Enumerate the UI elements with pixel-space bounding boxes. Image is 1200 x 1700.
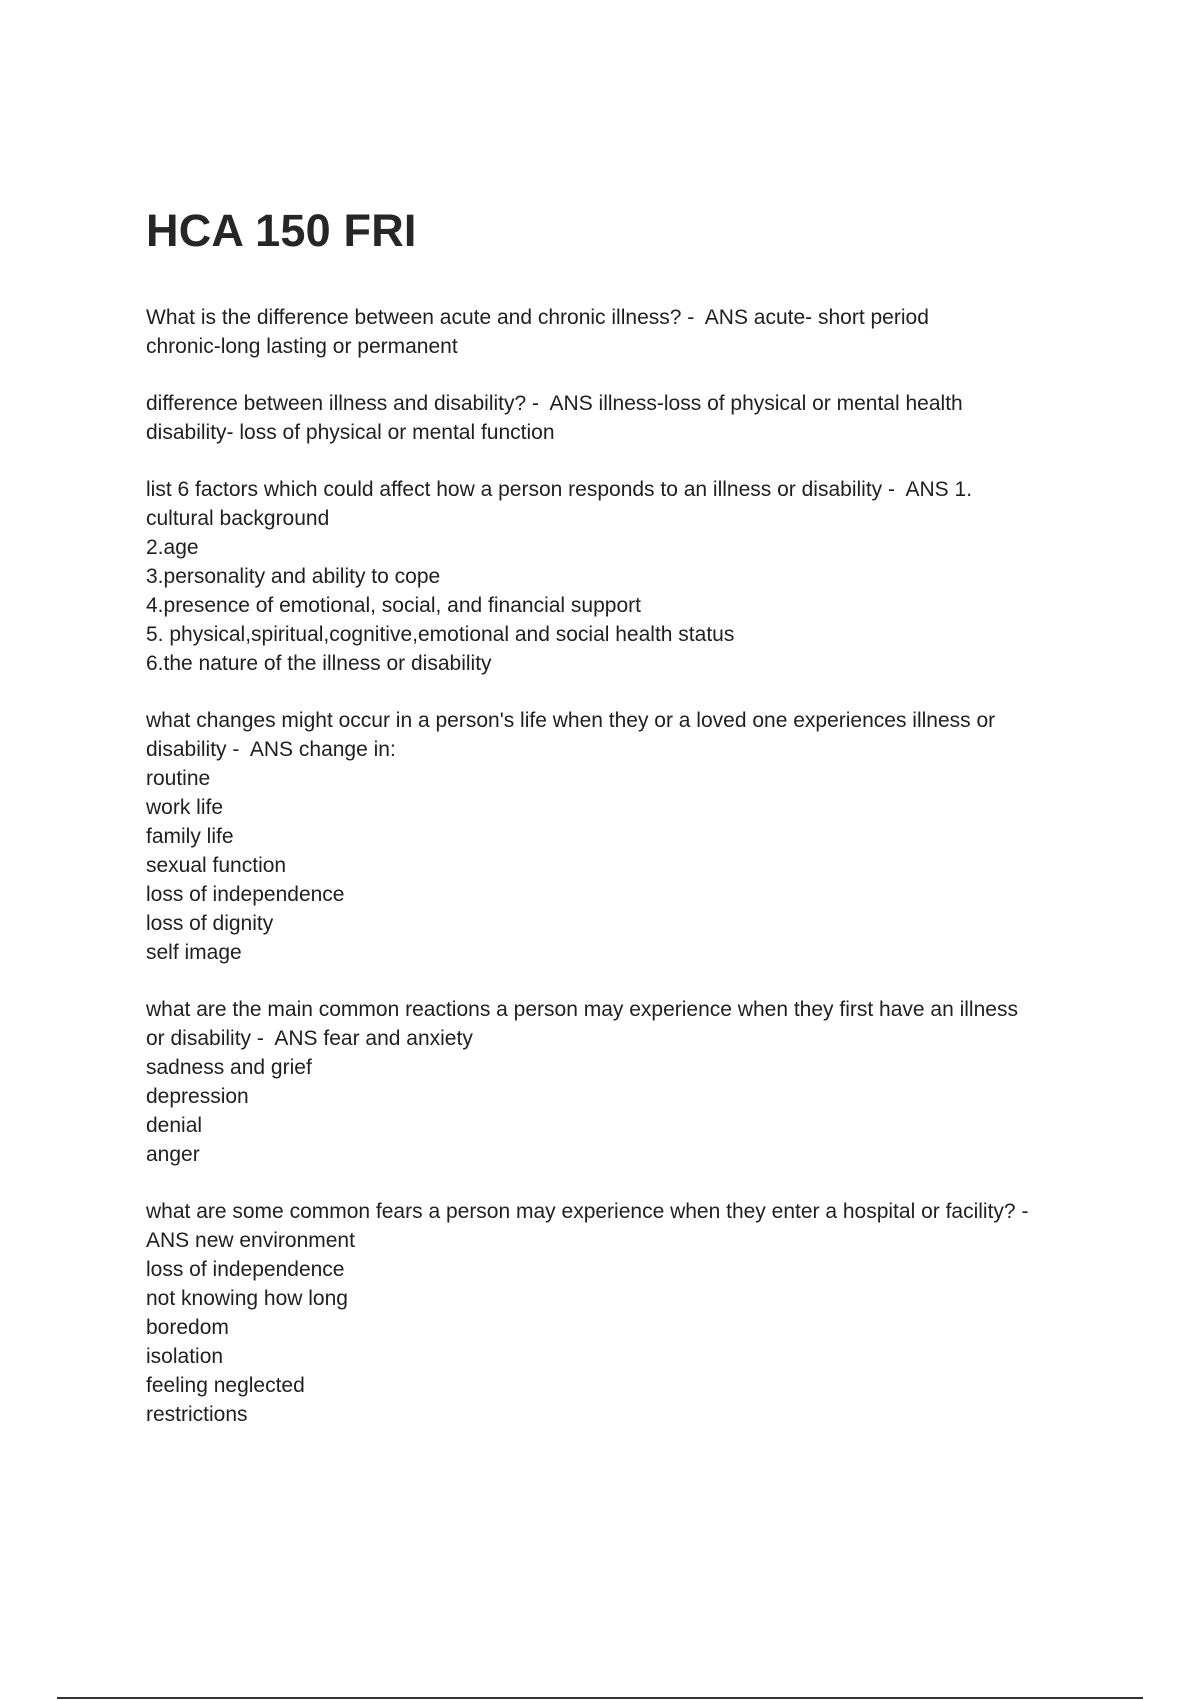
qa-line: not knowing how long	[146, 1287, 348, 1310]
qa-line: 4.presence of emotional, social, and financial support	[146, 594, 641, 617]
qa-line: self image	[146, 941, 242, 964]
qa-line: 3.personality and ability to cope	[146, 565, 441, 588]
qa-line: cultural background	[146, 507, 330, 530]
qa-block-2	[146, 389, 1096, 447]
qa-block-4	[146, 706, 1096, 967]
qa-block-1	[146, 303, 1096, 361]
qa-line: loss of independence	[146, 1258, 345, 1281]
qa-line: sexual function	[146, 854, 287, 877]
qa-line: or disability - ANS fear and anxiety	[146, 1027, 473, 1050]
qa-block-3	[146, 475, 1096, 678]
qa-line: list 6 factors which could affect how a person responds to an illness or disability - ANS 1.	[146, 478, 973, 501]
qa-line: what are some common fears a person may experience when they enter a hospital or facility? -	[146, 1200, 1029, 1223]
qa-line: routine	[146, 767, 211, 790]
qa-line: 5. physical,spiritual,cognitive,emotional and social health status	[146, 623, 735, 646]
qa-line: chronic-long lasting or permanent	[146, 335, 458, 358]
qa-line: what changes might occur in a person's life when they or a loved one experiences illness or	[146, 709, 996, 732]
qa-line: boredom	[146, 1316, 229, 1339]
qa-line: disability - ANS change in:	[146, 738, 396, 761]
qa-line: isolation	[146, 1345, 224, 1368]
page-content	[146, 205, 1096, 1457]
qa-line: ANS new environment	[146, 1229, 355, 1252]
qa-line: what are the main common reactions a person may experience when they first have an illness	[146, 998, 1018, 1021]
qa-line: 2.age	[146, 536, 199, 559]
qa-line: loss of independence	[146, 883, 345, 906]
qa-line: 6.the nature of the illness or disability	[146, 652, 492, 675]
document-title: HCA 150 FRI	[146, 205, 417, 256]
qa-line: sadness and grief	[146, 1056, 312, 1079]
qa-block-5	[146, 995, 1096, 1169]
qa-line: difference between illness and disability? - ANS illness-loss of physical or mental health	[146, 392, 963, 415]
qa-line: depression	[146, 1085, 249, 1108]
qa-line: family life	[146, 825, 234, 848]
qa-line: disability- loss of physical or mental function	[146, 421, 555, 444]
qa-block-6	[146, 1197, 1096, 1429]
qa-line: feeling neglected	[146, 1374, 305, 1397]
qa-line: anger	[146, 1143, 200, 1166]
qa-line: loss of dignity	[146, 912, 274, 935]
qa-line: denial	[146, 1114, 203, 1137]
qa-line: work life	[146, 796, 224, 819]
qa-line: What is the difference between acute and chronic illness? - ANS acute- short period	[146, 306, 929, 329]
qa-line: restrictions	[146, 1403, 248, 1426]
footer-divider	[57, 1697, 1143, 1699]
